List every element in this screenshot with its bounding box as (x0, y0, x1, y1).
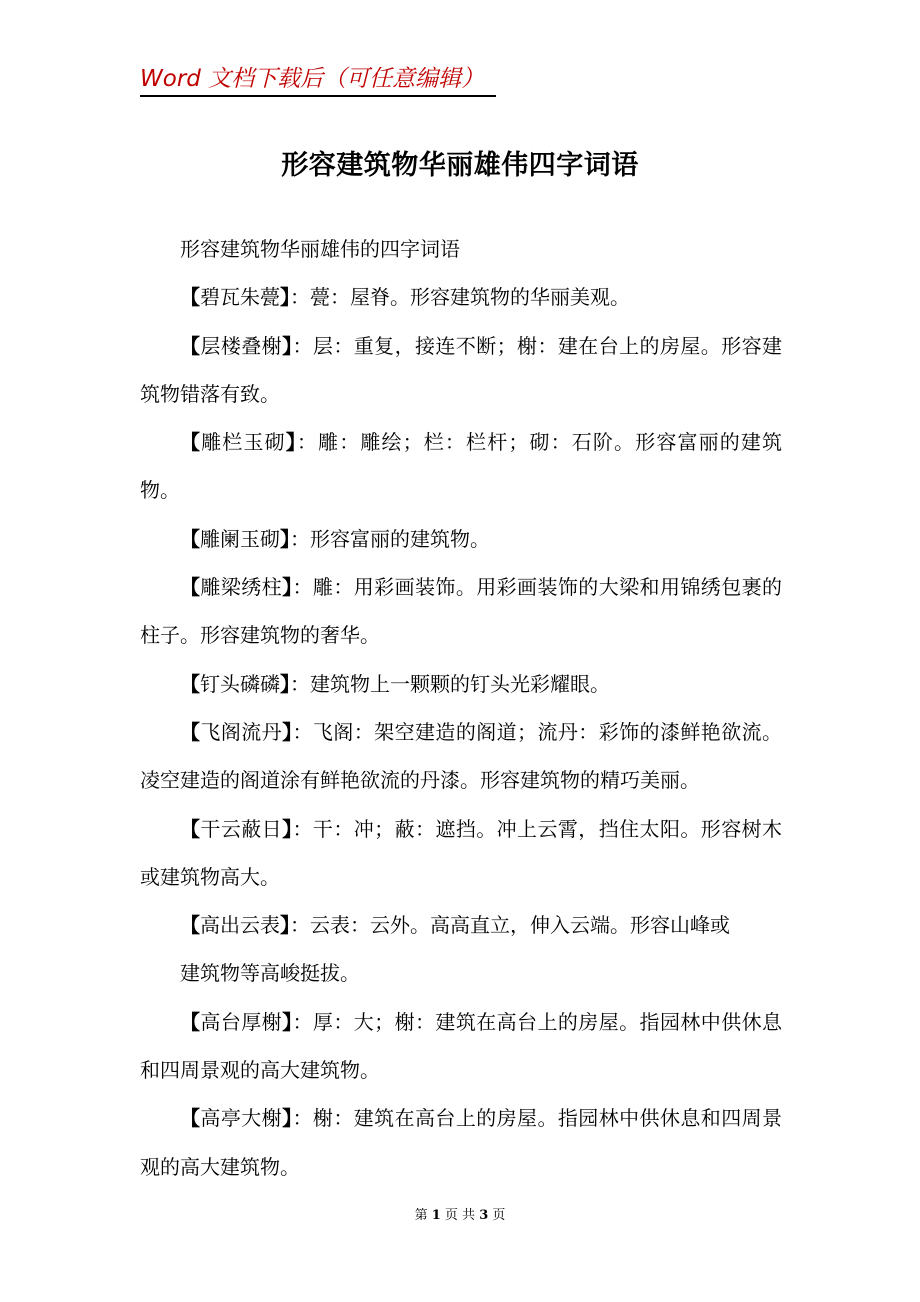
entry-paragraph: 【高台厚榭】：厚：大；榭：建筑在高台上的房屋。指园林中供休息和四周景观的高大建筑物。 (140, 1009, 783, 1083)
entry-definition: 厚：大；榭：建筑在高台上的房屋。指园林中供休息和四周景观的高大建筑物。 (140, 1009, 783, 1083)
entry-paragraph: 【雕栏玉砌】：雕：雕绘；栏：栏杆；砌：石阶。形容富丽的建筑物。 (140, 430, 783, 503)
entry-term: 碧瓦朱甍 (200, 285, 280, 310)
entry-definition: 甍：屋脊。形容建筑物的华丽美观。 (310, 285, 630, 310)
entry-definition: 层：重复，接连不断；榭：建在台上的房屋。形容建筑物错落有致。 (140, 333, 783, 406)
bracket-open: 【 (180, 526, 200, 551)
entry-term: 雕梁绣柱 (200, 575, 283, 600)
page-header (140, 64, 496, 98)
bracket-open: 【 (180, 671, 200, 696)
bracket-close: 】 (282, 816, 293, 841)
entry-definition: 干：冲；蔽：遮挡。冲上云霄，挡住太阳。形容树木或建筑物高大。 (140, 816, 783, 889)
header-underline (140, 95, 496, 97)
continuation-paragraph: 建筑物等高峻挺拔。 (180, 961, 360, 986)
entry-term: 高出云表 (200, 913, 280, 938)
bracket-close: 】 (280, 526, 290, 551)
header-title: Word 文档下载后（可任意编辑） (140, 66, 485, 92)
entry-term: 雕阑玉砌 (200, 526, 280, 551)
entry-term: 飞阁流丹 (200, 719, 283, 744)
entry-paragraph: 【飞阁流丹】：飞阁：架空建造的阁道；流丹：彩饰的漆鲜艳欲流。凌空建造的阁道涂有鲜艳欲流的丹漆。形容建筑物的精巧美丽。 (140, 719, 783, 793)
entry-definition: 雕：雕绘；栏：栏杆；砌：石阶。形容富丽的建筑物。 (140, 430, 783, 503)
bracket-open: 【 (180, 575, 201, 600)
bracket-close: 】 (280, 913, 290, 938)
bracket-open: 【 (180, 719, 201, 744)
bracket-open: 【 (180, 430, 202, 455)
intro-paragraph: 形容建筑物华丽雄伟的四字词语 (180, 237, 460, 261)
bracket-close: 】 (282, 575, 293, 600)
document-body (140, 225, 782, 1191)
footer-page-number: 1 (431, 1208, 441, 1223)
entry-paragraph: 【碧瓦朱甍】：甍：屋脊。形容建筑物的华丽美观。 (180, 285, 630, 310)
bracket-open: 【 (180, 816, 201, 841)
footer-total-pages: 3 (479, 1208, 489, 1223)
entry-paragraph: 【雕梁绣柱】：雕：用彩画装饰。用彩画装饰的大梁和用锦绣包裹的柱子。形容建筑物的奢华。 (140, 575, 783, 648)
entry-definition: 雕：用彩画装饰。用彩画装饰的大梁和用锦绣包裹的柱子。形容建筑物的奢华。 (140, 575, 783, 648)
bracket-close: 】 (282, 1009, 293, 1034)
entry-term: 雕栏玉砌 (201, 430, 286, 455)
entry-term: 高亭大榭 (200, 1106, 283, 1131)
footer-prefix: 第 (414, 1208, 428, 1223)
bracket-open: 【 (180, 333, 201, 358)
bracket-close: 】 (285, 430, 297, 455)
entry-paragraph: 【高亭大榭】：榭：建筑在高台上的房屋。指园林中供休息和四周景观的高大建筑物。 (140, 1106, 783, 1179)
footer-suffix: 页 (492, 1208, 506, 1223)
entry-definition: 飞阁：架空建造的阁道；流丹：彩饰的漆鲜艳欲流。凌空建造的阁道涂有鲜艳欲流的丹漆。形容建筑物的精巧美丽。 (140, 719, 783, 793)
page-footer (0, 1206, 920, 1226)
bracket-close: 】 (282, 719, 293, 744)
bracket-open: 【 (180, 1009, 201, 1034)
entry-definition: 榭：建筑在高台上的房屋。指园林中供休息和四周景观的高大建筑物。 (140, 1106, 783, 1179)
entry-definition: 云表：云外。高高直立，伸入云端。形容山峰或 (310, 913, 730, 938)
bracket-close: 】 (280, 671, 290, 696)
entry-paragraph: 【层楼叠榭】：层：重复，接连不断；榭：建在台上的房屋。形容建筑物错落有致。 (140, 333, 783, 406)
entry-paragraph: 【高出云表】：云表：云外。高高直立，伸入云端。形容山峰或 (180, 913, 730, 938)
document-title: 形容建筑物华丽雄伟四字词语 (281, 150, 639, 181)
bracket-open: 【 (180, 285, 200, 310)
bracket-close: 】 (282, 333, 293, 358)
entry-paragraph: 【干云蔽日】：干：冲；蔽：遮挡。冲上云霄，挡住太阳。形容树木或建筑物高大。 (140, 816, 783, 889)
entry-term: 干云蔽日 (200, 816, 283, 841)
entry-paragraph: 【雕阑玉砌】：形容富丽的建筑物。 (180, 526, 490, 551)
bracket-close: 】 (280, 285, 290, 310)
entry-definition: 建筑物上一颗颗的钉头光彩耀眼。 (310, 671, 610, 696)
entry-paragraph: 【钉头磷磷】：建筑物上一颗颗的钉头光彩耀眼。 (180, 671, 610, 696)
entry-term: 高台厚榭 (200, 1009, 283, 1034)
footer-middle: 页 共 (444, 1208, 476, 1223)
entry-term: 钉头磷磷 (200, 671, 280, 696)
bracket-open: 【 (180, 1106, 201, 1131)
entry-term: 层楼叠榭 (200, 333, 283, 358)
entry-definition: 形容富丽的建筑物。 (310, 526, 490, 551)
bracket-close: 】 (282, 1106, 293, 1131)
bracket-open: 【 (180, 913, 200, 938)
